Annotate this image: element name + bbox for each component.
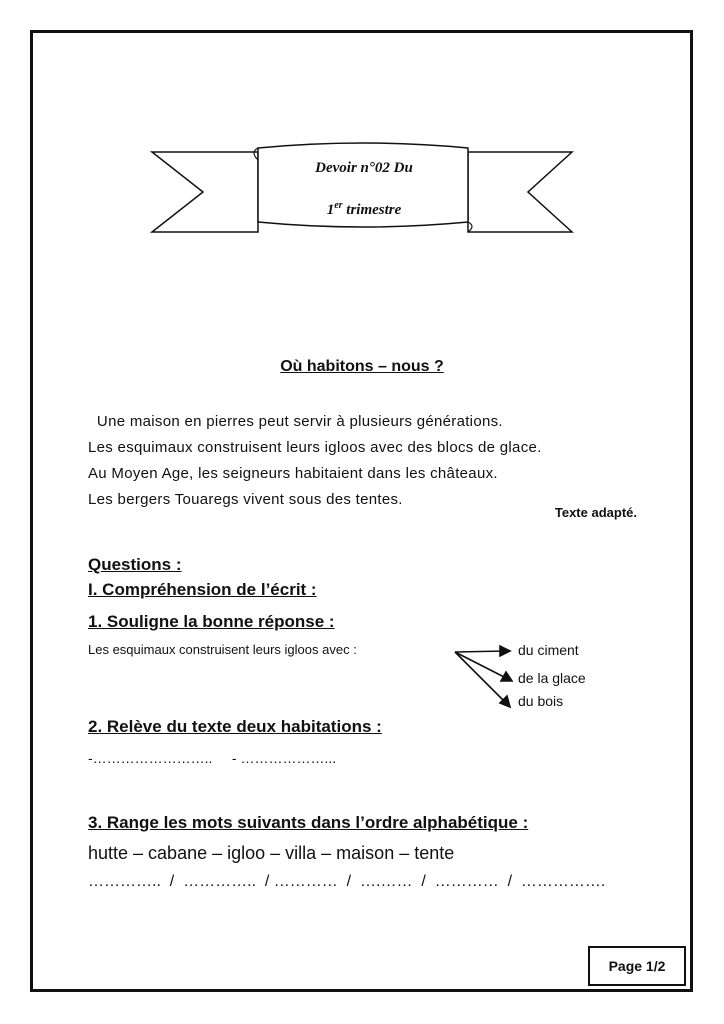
passage-line: Les bergers Touaregs vivent sous des tentes. — [88, 491, 403, 508]
questions-heading: Questions : — [88, 555, 182, 574]
passage-line: Au Moyen Age, les seigneurs habitaient dans les châteaux. — [88, 465, 498, 482]
answer-option[interactable]: du ciment — [518, 642, 579, 658]
passage-line: Une maison en pierres peut servir à plusieurs générations. — [88, 413, 503, 430]
header-line-2: 1er trimestre — [326, 200, 402, 218]
section-heading: I. Compréhension de l’écrit : — [88, 580, 317, 599]
header-line-1: Devoir n°02 Du — [315, 160, 413, 176]
page-number-box — [588, 946, 686, 986]
source-note: Texte adapté. — [554, 505, 637, 520]
word-list: hutte – cabane – igloo – villa – maison – tente — [88, 843, 455, 863]
passage-line: Les esquimaux construisent leurs igloos avec des blocs de glace. — [88, 439, 542, 456]
question-3-label: 3. Range les mots suivants dans l’ordre alphabétique : — [88, 813, 529, 832]
answer-blanks[interactable]: -…………………….. - ………………... — [88, 750, 337, 766]
answer-option[interactable]: de la glace — [518, 670, 586, 686]
question-1-label: 1. Souligne la bonne réponse : — [88, 612, 335, 631]
question-1-stem: Les esquimaux construisent leurs igloos avec : — [88, 642, 357, 657]
answer-option[interactable]: du bois — [518, 693, 564, 709]
question-2-label: 2. Relève du texte deux habitations : — [88, 717, 382, 736]
answer-blanks[interactable]: ………….. / ………….. / ………… / ….…… / ………… / ……………. — [88, 873, 606, 890]
text-title: Où habitons – nous ? — [280, 358, 444, 375]
page-number: Page 1/2 — [608, 958, 666, 974]
